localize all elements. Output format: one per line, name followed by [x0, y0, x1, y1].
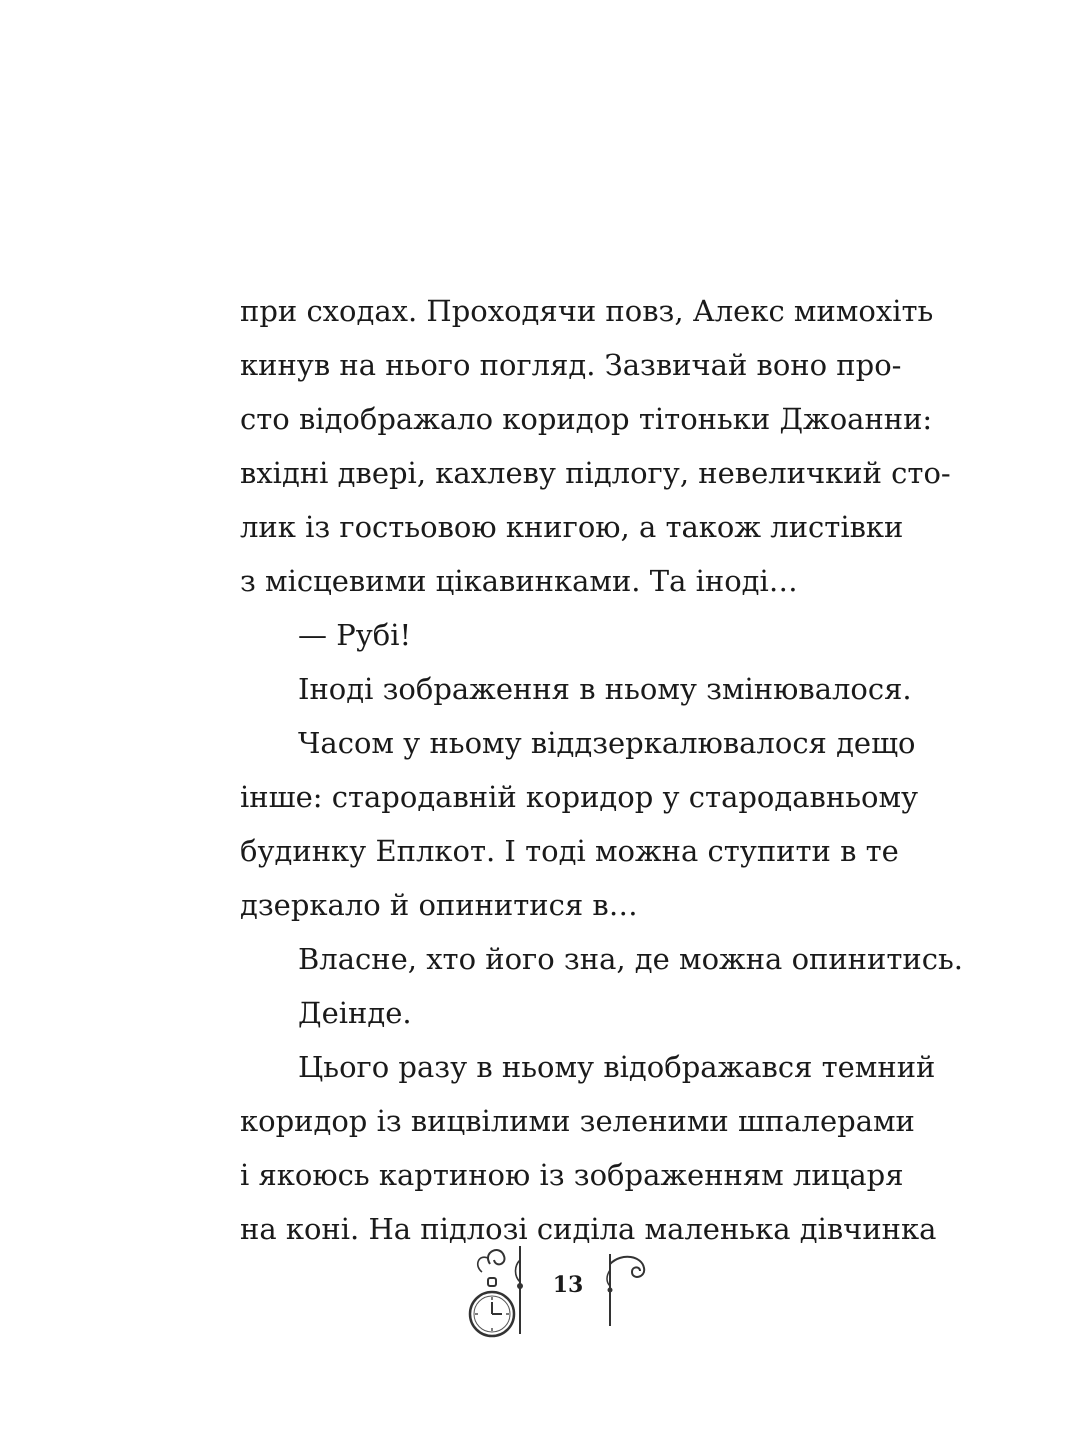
- text-line: дзеркало й опинитися в…: [240, 888, 638, 922]
- text-line: при сходах. Проходячи повз, Алекс мимохіть: [240, 294, 934, 328]
- page-number: 13: [552, 1272, 584, 1298]
- dialogue-line: — Рубі!: [298, 618, 412, 652]
- text-line: на коні. На підлозі сиділа маленька дівчинка: [240, 1212, 937, 1246]
- text-line: будинку Еплкот. І тоді можна ступити в те: [240, 834, 899, 868]
- pocket-watch-icon: [460, 1242, 540, 1342]
- text-line: інше: стародавній коридор у стародавньому: [240, 780, 919, 814]
- text-line: вхідні двері, кахлеву підлогу, невеличкий сто-: [240, 456, 951, 490]
- body-text: [240, 284, 963, 1256]
- text-line: Власне, хто його зна, де можна опинитись.: [298, 942, 963, 976]
- text-line: коридор із вицвілими зеленими шпалерами: [240, 1104, 915, 1138]
- text-line: сто відображало коридор тітоньки Джоанни:: [240, 402, 933, 436]
- text-line: Часом у ньому віддзеркалювалося дещо: [298, 726, 916, 760]
- text-line: Цього разу в ньому відображався темний: [298, 1050, 936, 1084]
- page-footer: [460, 1232, 660, 1342]
- text-line: лик із гостьовою книгою, а також листівки: [240, 510, 904, 544]
- text-line: з місцевими цікавинками. Та іноді…: [240, 564, 798, 598]
- text-line: Деінде.: [298, 996, 412, 1030]
- text-line: і якоюсь картиною із зображенням лицаря: [240, 1158, 904, 1192]
- scroll-flourish-icon: [602, 1250, 662, 1330]
- text-line: Іноді зображення в ньому змінювалося.: [298, 672, 912, 706]
- text-line: кинув на нього погляд. Зазвичай воно про-: [240, 348, 902, 382]
